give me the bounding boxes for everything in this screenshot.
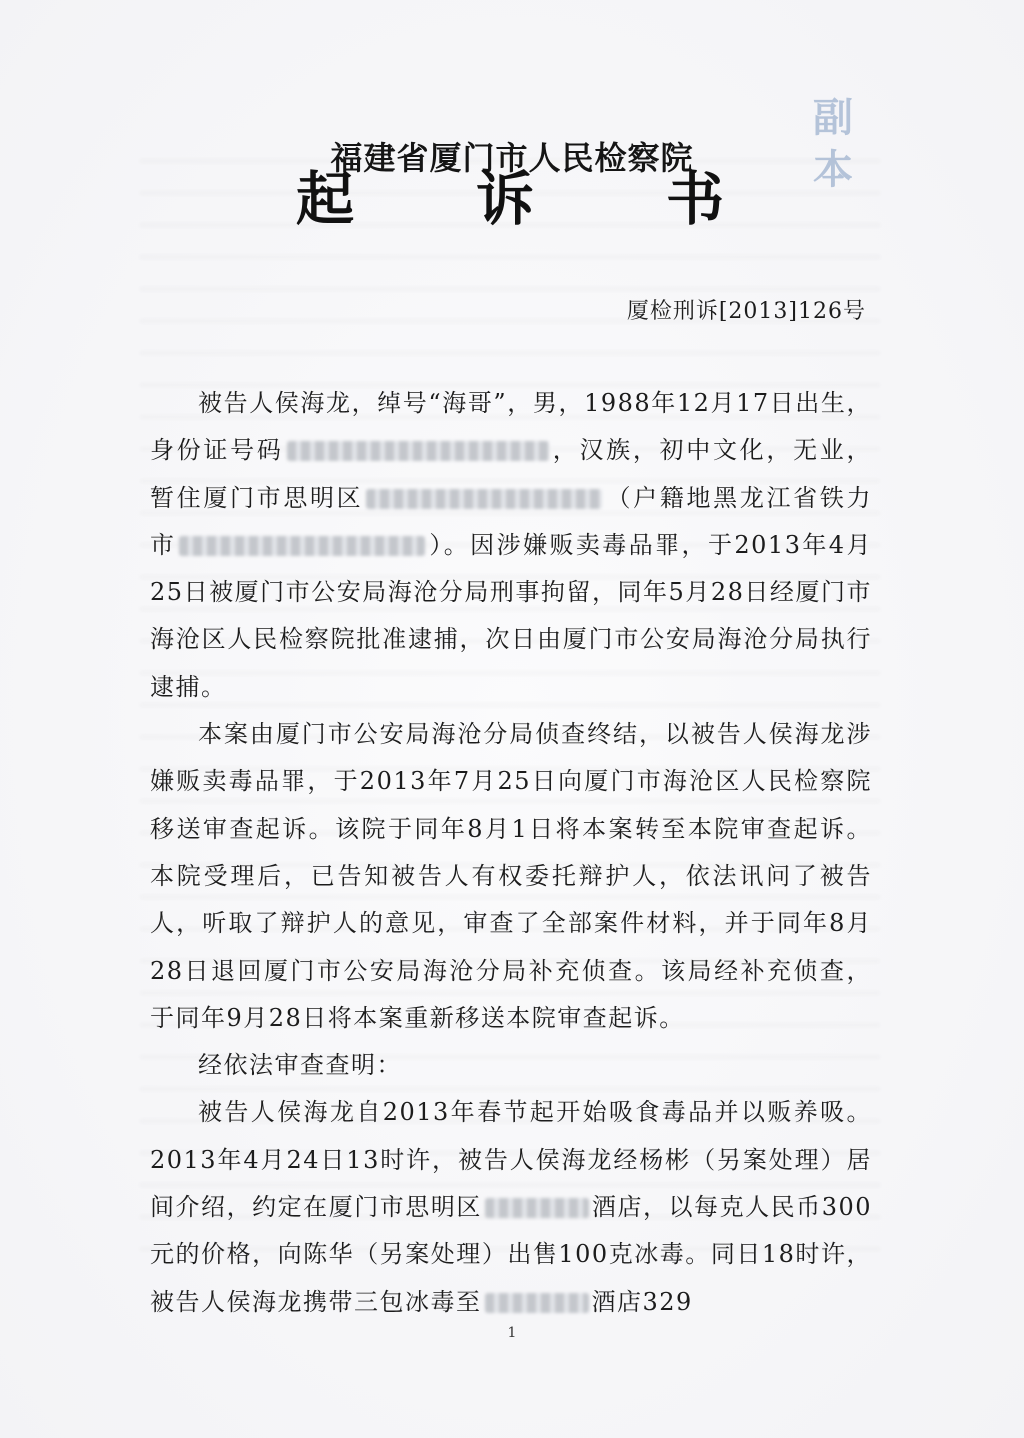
redacted-hotel-name-2 <box>485 1293 589 1313</box>
document-title: 起 诉 书 <box>296 165 725 233</box>
paragraph-case-history: 本案由厦门市公安局海沧分局侦查终结，以被告人侯海龙涉嫌贩卖毒品罪，于2013年7月25日向厦门市海沧区人民检察院移送审查起诉。该院于同年8月1日将本案转至本院审查起诉。本院受理后，已告知被告人有权委托辩护人，依法讯问了被告人，听取了辩护人的意见，审查了全部案件材料，并于同年8月28日退回厦门市公安局海沧分局补充侦查。该局经补充侦查，于同年9月28日将本案重新移送本院审查起诉。 <box>150 720 872 1032</box>
paragraph-findings-heading: 经依法审查查明： <box>198 1051 402 1080</box>
redacted-hotel-name <box>485 1198 589 1218</box>
copy-stamp: 副 本 <box>813 95 853 193</box>
redacted-hometown <box>179 536 425 556</box>
redacted-address <box>366 489 602 509</box>
paragraph-facts: 被告人侯海龙自2013年春节起开始吸食毒品并以贩养吸。2013年4月24日13时许，被告人侯海龙经杨彬（另案处理）居间介绍，约定在厦门市思明区 酒店，以每克人民币300元的价格，向陈华（另案处理）出售100克冰毒。同日18时许，被告人侯海龙携带三包冰毒至 酒店329 <box>150 1098 872 1316</box>
paragraph-defendant-info: 被告人侯海龙，绰号“海哥”，男，1988年12月17日出生，身份证号码 ，汉族，初中文化，无业，暂住厦门市思明区 （户籍地黑龙江省铁力市 ）。因涉嫌贩卖毒品罪，于2013年4月25日被厦门市公安局海沧分局刑事拘留，同年5月28日经厦门市海沧区人民检察院批准逮捕，次日由厦门市公安局海沧分局执行逮捕。 <box>150 389 873 701</box>
issuing-organization: 福建省厦门市人民检察院 <box>330 139 694 177</box>
document-body <box>150 380 872 1326</box>
redacted-id-number <box>287 441 549 461</box>
page-number: 1 <box>507 1325 517 1341</box>
document-number: 厦检刑诉[2013]126号 <box>626 299 866 324</box>
